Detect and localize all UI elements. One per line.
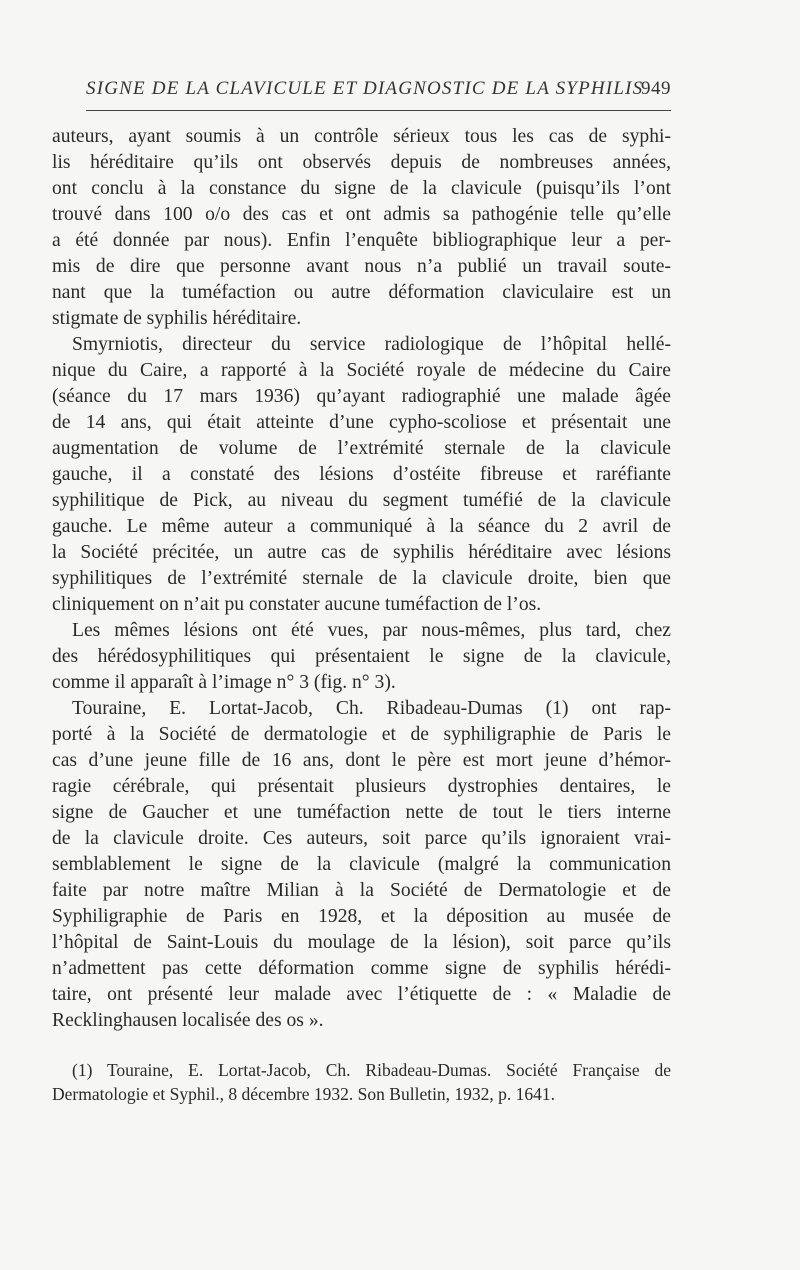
text-line: Recklinghausen localisée des os ». <box>52 1010 324 1031</box>
text-line: augmentation de volume de l’extrémité sternale de la clavicule <box>52 438 671 459</box>
text-line: semblablement le signe de la clavicule (malgré la communication <box>52 854 671 875</box>
text-line: gauche. Le même auteur a communiqué à la séance du 2 avril de <box>52 516 671 537</box>
text-line: (séance du 17 mars 1936) qu’ayant radiographié une malade âgée <box>52 386 671 407</box>
text-line: de la clavicule droite. Ces auteurs, soit parce qu’ils ignoraient vrai- <box>52 828 671 849</box>
text-line: a été donnée par nous). Enfin l’enquête bibliographique leur a per- <box>52 230 671 251</box>
text-line: nique du Caire, a rapporté à la Société royale de médecine du Caire <box>52 360 671 381</box>
text-line: la Société précitée, un autre cas de syphilis héréditaire avec lésions <box>52 542 671 563</box>
text-line: de 14 ans, qui était atteinte d’une cypho-scoliose et présentait une <box>52 412 671 433</box>
text-line: syphilitique de Pick, au niveau du segment tuméfié de la clavicule <box>52 490 671 511</box>
text-line: stigmate de syphilis héréditaire. <box>52 308 302 329</box>
text-line: lis héréditaire qu’ils ont observés depuis de nombreuses années, <box>52 152 671 173</box>
text-line: porté à la Société de dermatologie et de syphiligraphie de Paris le <box>52 724 671 745</box>
text-line: Smyrniotis, directeur du service radiologique de l’hôpital hellé- <box>72 334 671 355</box>
text-line: ont conclu à la constance du signe de la clavicule (puisqu’ils l’ont <box>52 178 671 199</box>
footnote-line: (1) Touraine, E. Lortat-Jacob, Ch. Ribadeau-Dumas. Société Française de <box>72 1060 671 1080</box>
body-text <box>52 124 671 1034</box>
text-line: taire, ont présenté leur malade avec l’étiquette de : « Maladie de <box>52 984 671 1005</box>
running-title: SIGNE DE LA CLAVICULE ET DIAGNOSTIC DE LA SYPHILIS <box>86 78 644 99</box>
text-line: l’hôpital de Saint-Louis du moulage de la lésion), soit parce qu’ils <box>52 932 671 953</box>
footnote-line: Dermatologie et Syphil., 8 décembre 1932. Son Bulletin, 1932, p. 1641. <box>52 1084 556 1104</box>
page-number: 949 <box>641 78 671 99</box>
text-line: cliniquement on n’ait pu constater aucune tuméfaction de l’os. <box>52 594 542 615</box>
text-line: comme il apparaît à l’image n° 3 (fig. n° 3). <box>52 672 396 693</box>
footnote <box>52 1058 671 1106</box>
text-line: faite par notre maître Milian à la Société de Dermatologie et de <box>52 880 671 901</box>
text-line: signe de Gaucher et une tuméfaction nette de tout le tiers interne <box>52 802 671 823</box>
header-rule <box>86 110 671 111</box>
text-line: nant que la tuméfaction ou autre déformation claviculaire est un <box>52 282 671 303</box>
text-line: Syphiligraphie de Paris en 1928, et la déposition au musée de <box>52 906 671 927</box>
text-line: Touraine, E. Lortat-Jacob, Ch. Ribadeau-Dumas (1) ont rap- <box>72 698 671 719</box>
text-line: ragie cérébrale, qui présentait plusieurs dystrophies dentaires, le <box>52 776 671 797</box>
text-line: trouvé dans 100 o/o des cas et ont admis sa pathogénie telle qu’elle <box>52 204 671 225</box>
text-line: auteurs, ayant soumis à un contrôle sérieux tous les cas de syphi- <box>52 126 671 147</box>
running-header <box>86 78 671 106</box>
text-line: n’admettent pas cette déformation comme signe de syphilis hérédi- <box>52 958 671 979</box>
text-line: gauche, il a constaté des lésions d’ostéite fibreuse et raréfiante <box>52 464 671 485</box>
text-line: mis de dire que personne avant nous n’a publié un travail soute- <box>52 256 671 277</box>
text-line: syphilitiques de l’extrémité sternale de la clavicule droite, bien que <box>52 568 671 589</box>
text-line: Les mêmes lésions ont été vues, par nous-mêmes, plus tard, chez <box>72 620 671 641</box>
text-line: des hérédosyphilitiques qui présentaient le signe de la clavicule, <box>52 646 671 667</box>
text-line: cas d’une jeune fille de 16 ans, dont le père est mort jeune d’hémor- <box>52 750 671 771</box>
